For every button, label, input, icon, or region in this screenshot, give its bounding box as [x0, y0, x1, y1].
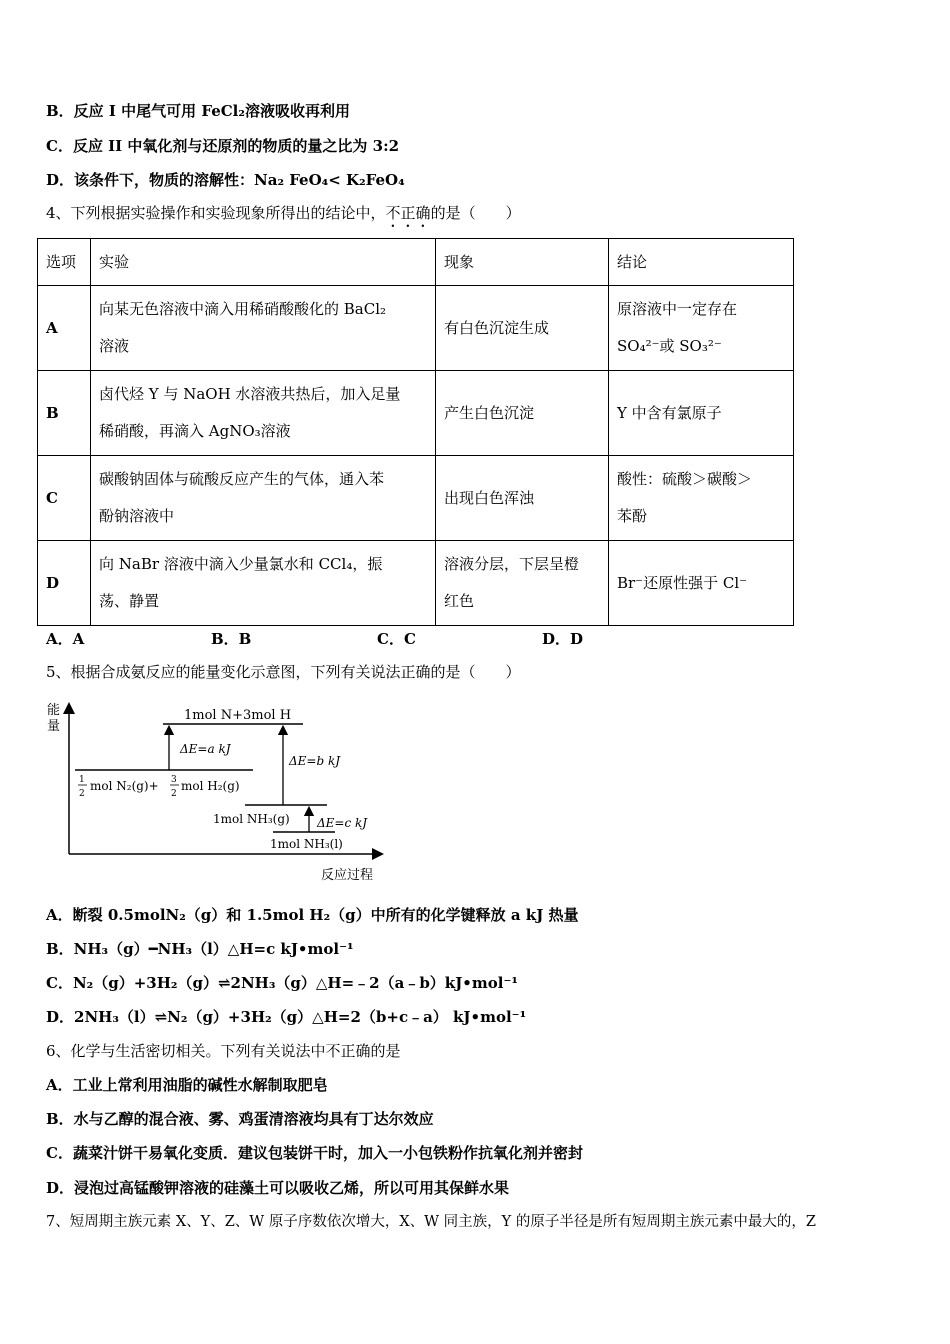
- top-level-label: 1mol N+3mol H: [184, 708, 292, 723]
- row-conclusion: 酸性：硫酸＞碳酸＞ 苯酚: [609, 456, 794, 541]
- q7-stem: 7、短周期主族元素 X、Y、Z、W 原子序数依次增大，X、W 同主族，Y 的原子半径是所有短周期主族元素中最大的，Z: [46, 1214, 816, 1230]
- row-phenomenon: 出现白色浑浊: [436, 456, 609, 541]
- delta-e-b: ΔE=b kJ: [289, 754, 341, 768]
- gas-level-label: 1mol NH₃(g): [213, 812, 290, 826]
- row-experiment: 碳酸钠固体与硫酸反应产生的气体，通入苯 酚钠溶液中: [91, 456, 436, 541]
- table-row: [38, 371, 794, 456]
- row-experiment: 向某无色溶液中滴入用稀硝酸酸化的 BaCl₂ 溶液: [91, 286, 436, 371]
- row-phenomenon: 溶液分层，下层呈橙 红色: [436, 541, 609, 626]
- q4-choice-a: A．A: [46, 630, 85, 648]
- frac-num-1: 1: [79, 775, 85, 785]
- frac-den-1: 2: [79, 789, 85, 799]
- header-phenomenon: 现象: [436, 239, 609, 286]
- header-conclusion: 结论: [609, 239, 794, 286]
- row-option: D: [38, 541, 91, 626]
- table-row: [38, 541, 794, 626]
- energy-diagram: [45, 700, 390, 885]
- row-experiment: 卤代烃 Y 与 NaOH 水溶液共热后，加入足量 稀硝酸，再滴入 AgNO₃溶液: [91, 371, 436, 456]
- table-header-row: [38, 239, 794, 286]
- q3-option-d: D．该条件下，物质的溶解性：Na₂ FeO₄< K₂FeO₄: [46, 171, 405, 189]
- delta-e-a: ΔE=a kJ: [180, 742, 231, 756]
- y-axis-label-1: 能: [47, 703, 61, 718]
- delta-e-c: ΔE=c kJ: [317, 816, 368, 830]
- q3-option-b: B．反应 I 中尾气可用 FeCl₂溶液吸收再利用: [46, 102, 350, 120]
- q4-choice-c: C．C: [377, 630, 416, 648]
- reactant-level-label-b: mol H₂(g): [181, 779, 240, 793]
- q5-option-d: D．2NH₃（l）⇌N₂（g）+3H₂（g）△H=2（b+c﹣a） kJ•mol⁻¹: [46, 1008, 527, 1026]
- table-row: [38, 456, 794, 541]
- y-axis-label-2: 量: [47, 719, 61, 734]
- row-phenomenon: 有白色沉淀生成: [436, 286, 609, 371]
- row-option: A: [38, 286, 91, 371]
- q4-choice-d: D．D: [542, 630, 584, 648]
- row-conclusion: Y 中含有氯原子: [609, 371, 794, 456]
- row-option: C: [38, 456, 91, 541]
- q5-option-b: B．NH₃（g）━NH₃（l）△H=c kJ•mol⁻¹: [46, 940, 354, 958]
- frac-num-2: 3: [171, 775, 177, 785]
- row-experiment: 向 NaBr 溶液中滴入少量氯水和 CCl₄，振 荡、静置: [91, 541, 436, 626]
- q6-option-c: C．蔬菜汁饼干易氧化变质．建议包装饼干时，加入一小包铁粉作抗氧化剂并密封: [46, 1144, 583, 1162]
- reactant-level-label-a: mol N₂(g)+: [90, 779, 159, 793]
- q3-option-c: C．反应 II 中氧化剂与还原剂的物质的量之比为 3:2: [46, 137, 400, 155]
- row-option: B: [38, 371, 91, 456]
- row-conclusion: Br⁻还原性强于 Cl⁻: [609, 541, 794, 626]
- frac-den-2: 2: [171, 789, 177, 799]
- liquid-level-label: 1mol NH₃(l): [270, 837, 343, 851]
- q4-table: [37, 238, 794, 626]
- table-row: [38, 286, 794, 371]
- header-experiment: 实验: [91, 239, 436, 286]
- header-option: 选项: [38, 239, 91, 286]
- q6-option-d: D．浸泡过高锰酸钾溶液的硅藻土可以吸收乙烯，所以可用其保鲜水果: [46, 1179, 510, 1197]
- q6-stem: 6、化学与生活密切相关。下列有关说法中不正确的是: [46, 1042, 401, 1060]
- q5-stem: 5、根据合成氨反应的能量变化示意图，下列有关说法正确的是（ ）: [46, 663, 521, 681]
- q6-option-a: A．工业上常利用油脂的碱性水解制取肥皂: [46, 1076, 328, 1094]
- q4-choice-b: B．B: [211, 630, 252, 648]
- q4-stem-emphasis: 不正确: [385, 204, 431, 222]
- q5-option-a: A．断裂 0.5molN₂（g）和 1.5mol H₂（g）中所有的化学键释放 a kJ 热量: [46, 906, 579, 924]
- q4-stem: 4、下列根据实验操作和实验现象所得出的结论中，不正确的是（ ）: [46, 204, 521, 222]
- q5-option-c: C．N₂（g）+3H₂（g）⇌2NH₃（g）△H=﹣2（a﹣b）kJ•mol⁻¹: [46, 974, 518, 992]
- x-axis-label: 反应过程: [321, 868, 374, 883]
- q6-option-b: B．水与乙醇的混合液、雾、鸡蛋清溶液均具有丁达尔效应: [46, 1110, 434, 1128]
- row-conclusion: 原溶液中一定存在 SO₄²⁻或 SO₃²⁻: [609, 286, 794, 371]
- row-phenomenon: 产生白色沉淀: [436, 371, 609, 456]
